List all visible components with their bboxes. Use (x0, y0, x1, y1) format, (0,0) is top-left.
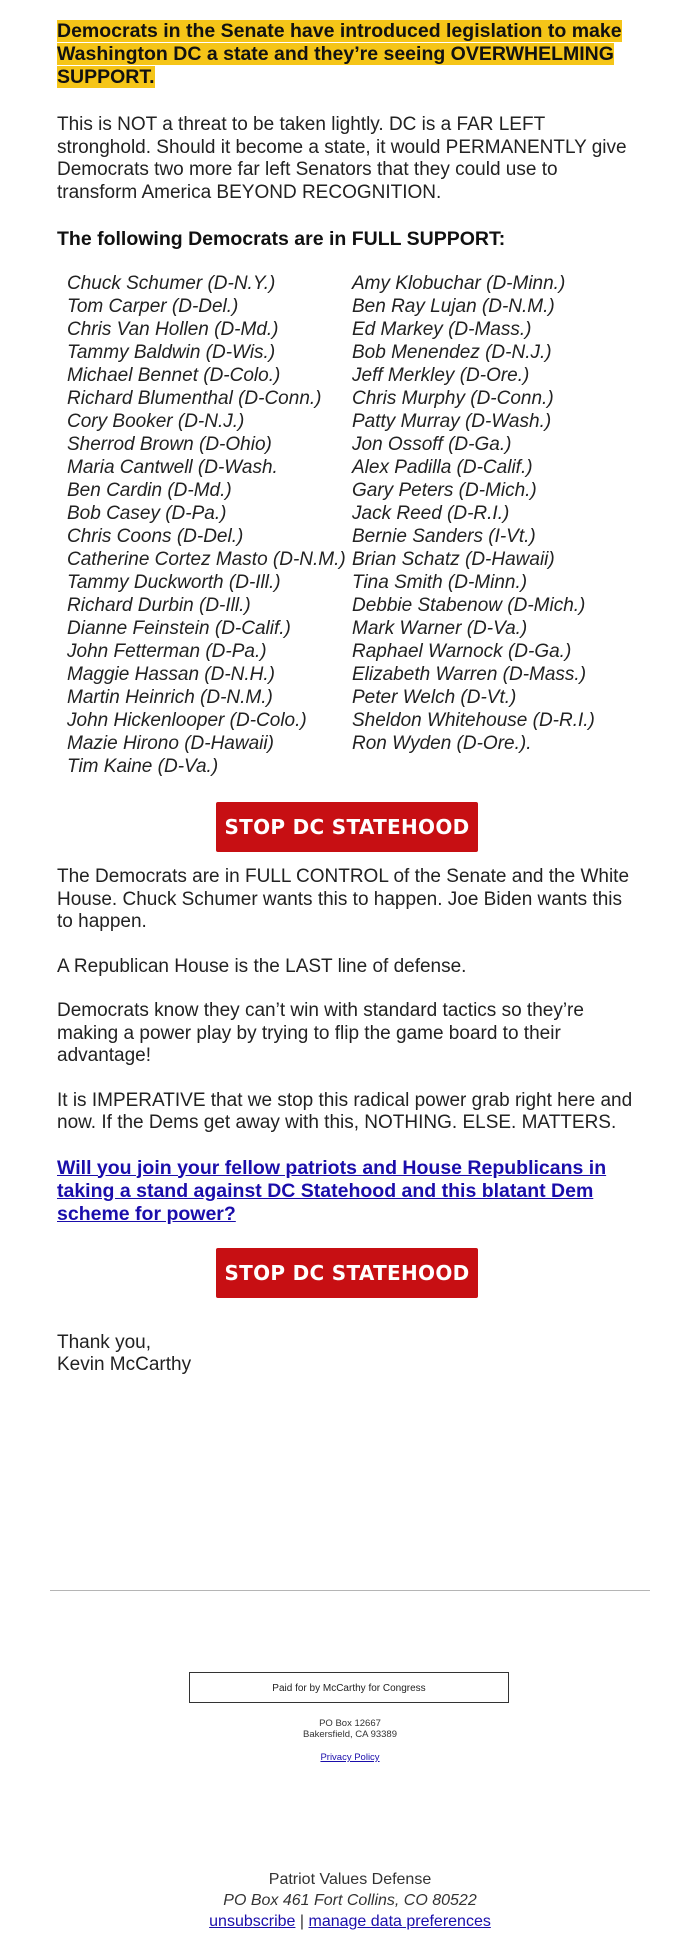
senator-item: Bob Casey (D-Pa.) (67, 503, 227, 524)
signoff-name: Kevin McCarthy (57, 1354, 192, 1375)
senator-item: Patty Murray (D-Wash.) (352, 411, 552, 432)
senator-list-right (352, 272, 637, 778)
footer-separator: | (299, 1913, 305, 1930)
senator-item: Jack Reed (D-R.I.) (352, 503, 510, 524)
senator-list-left (67, 272, 352, 778)
senator-item: Mark Warner (D-Va.) (352, 618, 528, 639)
senator-item: Debbie Stabenow (D-Mich.) (352, 595, 586, 616)
senator-item: Ron Wyden (D-Ore.). (352, 733, 532, 754)
senator-item: Catherine Cortez Masto (D-N.M.) (67, 549, 346, 570)
senator-item: Gary Peters (D-Mich.) (352, 480, 537, 501)
address-line-1: PO Box 12667 (319, 1718, 381, 1729)
senator-item: Bob Menendez (D-N.J.) (352, 342, 552, 363)
senator-item: John Hickenlooper (D-Colo.) (67, 710, 307, 731)
senator-item: Tom Carper (D-Del.) (67, 296, 239, 317)
intro-paragraph: This is NOT a threat to be taken lightly. DC is a FAR LEFT stronghold. Should it become a state, it would PERMANENTLY give Democrats two more far left Senators that they could use to transform America BEYOND RECOGNITION. (57, 114, 627, 203)
privacy-policy-link[interactable]: Privacy Policy (320, 1752, 380, 1763)
senator-item: Maria Cantwell (D-Wash. (67, 457, 278, 478)
senator-item: Tammy Baldwin (D-Wis.) (67, 342, 276, 363)
footer-links (0, 1911, 700, 1932)
senator-item: Richard Durbin (D-Ill.) (67, 595, 251, 616)
disclaimer-address (0, 1718, 700, 1740)
senator-item: Tim Kaine (D-Va.) (67, 756, 219, 777)
senator-item: Sherrod Brown (D-Ohio) (67, 434, 272, 455)
senator-item: Chris Murphy (D-Conn.) (352, 388, 554, 409)
senator-list (57, 272, 637, 778)
senator-item: Peter Welch (D-Vt.) (352, 687, 517, 708)
senator-item: Tammy Duckworth (D-Ill.) (67, 572, 281, 593)
senator-item: Raphael Warnock (D-Ga.) (352, 641, 572, 662)
senator-item: John Fetterman (D-Pa.) (67, 641, 267, 662)
senator-item: Jeff Merkley (D-Ore.) (352, 365, 530, 386)
cta-link[interactable]: Will you join your fellow patriots and House Republicans in taking a stand against DC Statehood and this blatant Dem scheme for power? (57, 1156, 607, 1225)
paragraph-imperative: It is IMPERATIVE that we stop this radical power grab right here and now. If the Dems get away with this, NOTHING. ELSE. MATTERS. (57, 1089, 633, 1133)
senator-item: Sheldon Whitehouse (D-R.I.) (352, 710, 595, 731)
address-line-2: Bakersfield, CA 93389 (302, 1729, 397, 1740)
senator-item: Amy Klobuchar (D-Minn.) (352, 273, 566, 294)
senator-item: Ed Markey (D-Mass.) (352, 319, 532, 340)
senator-item: Mazie Hirono (D-Hawaii) (67, 733, 274, 754)
senator-item: Chris Van Hollen (D-Md.) (67, 319, 279, 340)
unsubscribe-link[interactable]: unsubscribe (209, 1913, 296, 1930)
senator-item: Dianne Feinstein (D-Calif.) (67, 618, 291, 639)
senator-item: Tina Smith (D-Minn.) (352, 572, 528, 593)
senator-item: Cory Booker (D-N.J.) (67, 411, 245, 432)
senator-item: Maggie Hassan (D-N.H.) (67, 664, 275, 685)
divider (50, 1590, 650, 1591)
senator-item: Brian Schatz (D-Hawaii) (352, 549, 555, 570)
senator-item: Jon Ossoff (D-Ga.) (352, 434, 512, 455)
footer (0, 1869, 700, 1932)
senator-item: Elizabeth Warren (D-Mass.) (352, 664, 587, 685)
senator-item: Martin Heinrich (D-N.M.) (67, 687, 273, 708)
signoff-thanks: Thank you, (57, 1331, 151, 1353)
senator-item: Alex Padilla (D-Calif.) (352, 457, 533, 478)
footer-org: Patriot Values Defense (268, 1871, 432, 1888)
paid-for-box: Paid for by McCarthy for Congress (189, 1672, 509, 1703)
senator-item: Chuck Schumer (D-N.Y.) (67, 273, 276, 294)
senator-item: Ben Cardin (D-Md.) (67, 480, 232, 501)
senator-item: Ben Ray Lujan (D-N.M.) (352, 296, 555, 317)
senator-item: Michael Bennet (D-Colo.) (67, 365, 281, 386)
headline (57, 20, 637, 89)
support-heading: The following Democrats are in FULL SUPPORT: (57, 228, 506, 250)
email-body (57, 20, 637, 1377)
paragraph-full-control: The Democrats are in FULL CONTROL of the Senate and the White House. Chuck Schumer wants this to happen. Joe Biden wants this to happen. (57, 866, 630, 932)
manage-preferences-link[interactable]: manage data preferences (308, 1913, 491, 1930)
stop-dc-statehood-button[interactable]: STOP DC STATEHOOD (216, 802, 478, 852)
stop-dc-statehood-button-2[interactable]: STOP DC STATEHOOD (216, 1248, 478, 1298)
footer-address: PO Box 461 Fort Collins, CO 80522 (223, 1892, 477, 1909)
senator-item: Chris Coons (D-Del.) (67, 526, 244, 547)
headline-highlight: Democrats in the Senate have introduced legislation to make Washington DC a state and they’re seeing OVERWHELMING SUPPORT. (57, 20, 622, 88)
paragraph-power-play: Democrats know they can’t win with standard tactics so they’re making a power play by trying to flip the game board to their advantage! (57, 1000, 584, 1066)
senator-item: Bernie Sanders (I-Vt.) (352, 526, 536, 547)
senator-item: Richard Blumenthal (D-Conn.) (67, 388, 322, 409)
paragraph-last-line: A Republican House is the LAST line of defense. (57, 955, 467, 977)
